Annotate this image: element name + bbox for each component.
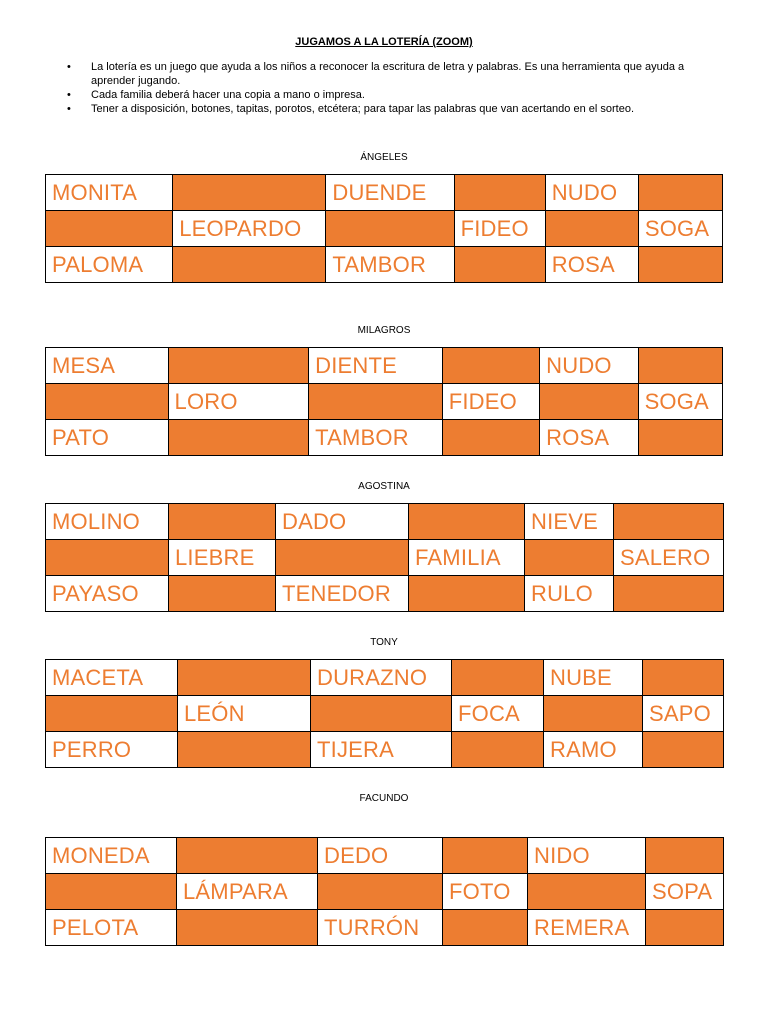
filled-cell	[525, 540, 614, 576]
lottery-card-agostina	[45, 503, 724, 612]
filled-cell	[276, 540, 409, 576]
word-cell: RULO	[525, 576, 614, 612]
card-row	[46, 247, 723, 283]
filled-cell	[326, 211, 454, 247]
card-row	[46, 838, 724, 874]
word-cell: DADO	[276, 504, 409, 540]
filled-cell	[544, 696, 643, 732]
filled-cell	[46, 384, 169, 420]
word-cell: NUBE	[544, 660, 643, 696]
filled-cell	[168, 420, 309, 456]
word-cell: MONEDA	[46, 838, 177, 874]
word-cell: REMERA	[528, 910, 646, 946]
word-cell: LÁMPARA	[177, 874, 318, 910]
word-cell: DUENDE	[326, 175, 454, 211]
filled-cell	[638, 175, 722, 211]
filled-cell	[177, 838, 318, 874]
filled-cell	[46, 696, 178, 732]
word-cell: NIDO	[528, 838, 646, 874]
filled-cell	[309, 384, 443, 420]
word-cell: NUDO	[545, 175, 638, 211]
filled-cell	[454, 247, 545, 283]
word-cell: LIEBRE	[169, 540, 276, 576]
word-cell: TAMBOR	[309, 420, 443, 456]
word-cell: DURAZNO	[311, 660, 452, 696]
lottery-card-milagros	[45, 347, 723, 456]
card-row	[46, 175, 723, 211]
filled-cell	[614, 576, 724, 612]
word-cell: FAMILIA	[409, 540, 525, 576]
filled-cell	[409, 576, 525, 612]
card-name-tony: TONY	[370, 637, 398, 648]
filled-cell	[173, 175, 326, 211]
card-row	[46, 504, 724, 540]
word-cell: LORO	[168, 384, 309, 420]
word-cell: SOGA	[638, 384, 722, 420]
filled-cell	[614, 504, 724, 540]
word-cell: MOLINO	[46, 504, 169, 540]
word-cell: FOCA	[452, 696, 544, 732]
filled-cell	[443, 910, 528, 946]
filled-cell	[46, 874, 177, 910]
filled-cell	[638, 348, 722, 384]
card-name-angeles: ÁNGELES	[360, 152, 408, 163]
filled-cell	[442, 348, 539, 384]
word-cell: LEÓN	[178, 696, 311, 732]
word-cell: SOPA	[646, 874, 724, 910]
word-cell: PELOTA	[46, 910, 177, 946]
filled-cell	[318, 874, 443, 910]
filled-cell	[638, 247, 722, 283]
filled-cell	[454, 175, 545, 211]
card-row	[46, 211, 723, 247]
word-cell: SOGA	[638, 211, 722, 247]
filled-cell	[311, 696, 452, 732]
word-cell: TURRÓN	[318, 910, 443, 946]
card-row	[46, 384, 723, 420]
instruction-item: • La lotería es un juego que ayuda a los niños a reconocer la escritura de letra y palabras. Es una herramienta que ayuda a aprender jugando.	[64, 60, 724, 88]
card-row	[46, 874, 724, 910]
filled-cell	[168, 348, 309, 384]
word-cell: TIJERA	[311, 732, 452, 768]
filled-cell	[177, 910, 318, 946]
filled-cell	[545, 211, 638, 247]
word-cell: SAPO	[643, 696, 724, 732]
word-cell: PERRO	[46, 732, 178, 768]
filled-cell	[46, 211, 173, 247]
filled-cell	[173, 247, 326, 283]
filled-cell	[528, 874, 646, 910]
word-cell: ROSA	[545, 247, 638, 283]
word-cell: RAMO	[544, 732, 643, 768]
word-cell: TENEDOR	[276, 576, 409, 612]
word-cell: ROSA	[540, 420, 638, 456]
word-cell: PAYASO	[46, 576, 169, 612]
word-cell: MACETA	[46, 660, 178, 696]
filled-cell	[452, 660, 544, 696]
word-cell: FIDEO	[442, 384, 539, 420]
card-row	[46, 348, 723, 384]
word-cell: PATO	[46, 420, 169, 456]
instructions-list	[64, 60, 724, 116]
card-row	[46, 576, 724, 612]
word-cell: MONITA	[46, 175, 173, 211]
lottery-card-facundo	[45, 837, 724, 946]
card-row	[46, 732, 724, 768]
filled-cell	[643, 660, 724, 696]
card-name-agostina: AGOSTINA	[358, 481, 410, 492]
card-name-milagros: MILAGROS	[357, 325, 411, 336]
filled-cell	[646, 838, 724, 874]
filled-cell	[452, 732, 544, 768]
card-row	[46, 910, 724, 946]
card-row	[46, 420, 723, 456]
filled-cell	[643, 732, 724, 768]
word-cell: FOTO	[443, 874, 528, 910]
instruction-item: • Cada familia deberá hacer una copia a mano o impresa.	[64, 88, 724, 102]
filled-cell	[646, 910, 724, 946]
lottery-card-tony	[45, 659, 724, 768]
filled-cell	[443, 838, 528, 874]
word-cell: MESA	[46, 348, 169, 384]
card-row	[46, 540, 724, 576]
word-cell: TAMBOR	[326, 247, 454, 283]
filled-cell	[169, 576, 276, 612]
card-row	[46, 696, 724, 732]
word-cell: NUDO	[540, 348, 638, 384]
instruction-item: • Tener a disposición, botones, tapitas, porotos, etcétera; para tapar las palabras que van acertando en el sorteo.	[64, 102, 724, 116]
filled-cell	[638, 420, 722, 456]
filled-cell	[409, 504, 525, 540]
word-cell: FIDEO	[454, 211, 545, 247]
word-cell: DEDO	[318, 838, 443, 874]
filled-cell	[169, 504, 276, 540]
filled-cell	[178, 732, 311, 768]
filled-cell	[540, 384, 638, 420]
card-row	[46, 660, 724, 696]
filled-cell	[442, 420, 539, 456]
filled-cell	[178, 660, 311, 696]
lottery-card-angeles	[45, 174, 723, 283]
document-title: JUGAMOS A LA LOTERÍA (ZOOM)	[295, 36, 473, 48]
card-name-facundo: FACUNDO	[359, 793, 409, 804]
filled-cell	[46, 540, 169, 576]
word-cell: SALERO	[614, 540, 724, 576]
word-cell: DIENTE	[309, 348, 443, 384]
word-cell: LEOPARDO	[173, 211, 326, 247]
word-cell: NIEVE	[525, 504, 614, 540]
word-cell: PALOMA	[46, 247, 173, 283]
